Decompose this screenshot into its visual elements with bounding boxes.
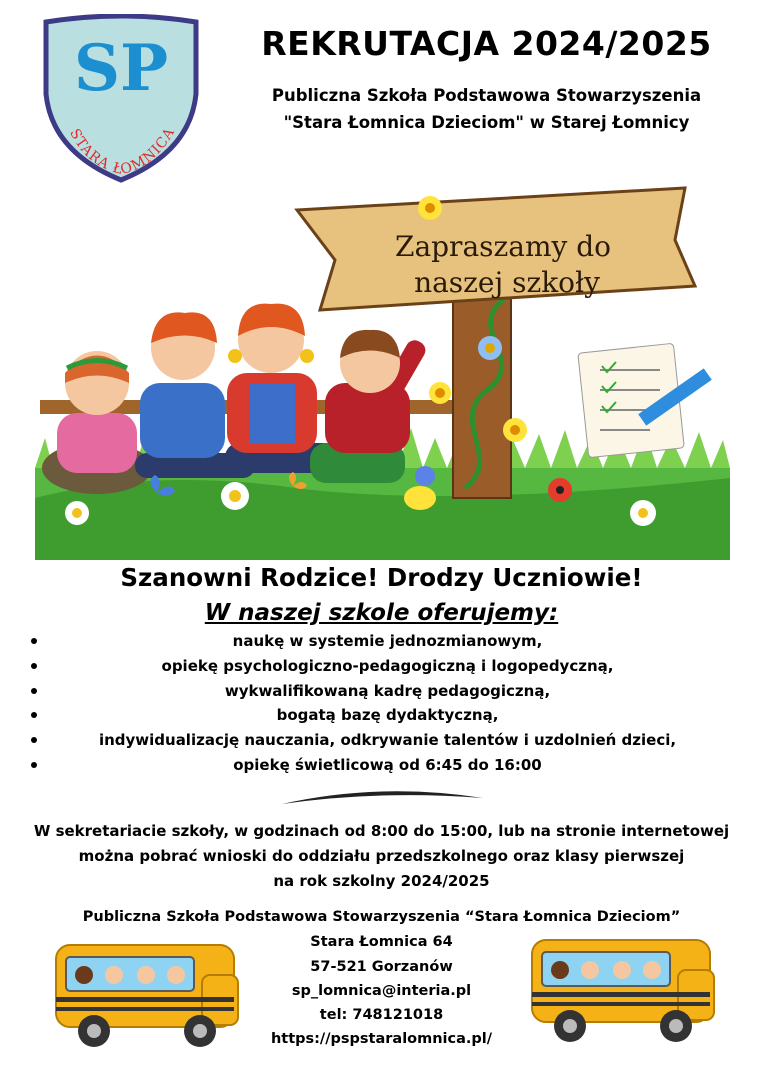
school-bus-left-icon (52, 935, 242, 1053)
list-item (0, 703, 763, 728)
offer-text: bogatą bazę dydaktyczną, (276, 706, 499, 725)
list-item (0, 679, 763, 704)
school-name-line2: "Stara Łomnica Dzieciom" w Starej Łomnicy (283, 113, 690, 132)
school-name-line1: Publiczna Szkoła Podstawowa Stowarzyszenia (271, 86, 702, 105)
logo-initials: SP (73, 31, 169, 106)
logo-arc-text: STARA ŁOMNICA (66, 124, 179, 179)
bullet-icon (31, 638, 37, 644)
contact-school-name: Publiczna Szkoła Podstawowa Stowarzyszenia “Stara Łomnica Dzieciom” (82, 909, 681, 925)
contact-website: https://pspstaralomnica.pl/ (270, 1031, 493, 1047)
decorative-divider (280, 786, 485, 808)
contact-email: sp_lomnica@interia.pl (291, 983, 472, 999)
contact-city: 57-521 Gorzanów (310, 959, 453, 975)
list-item (0, 629, 763, 654)
sign-text-line1: Zapraszamy do (394, 230, 612, 263)
bullet-icon (31, 712, 37, 718)
checklist-icon (578, 343, 712, 457)
greeting-heading: Szanowni Rodzice! Drodzy Uczniowie! (120, 563, 643, 592)
info-line1: W sekretariacie szkoły, w godzinach od 8:00 do 15:00, lub na stronie internetowej (33, 822, 730, 840)
page-title: REKRUTACJA 2024/2025 (261, 24, 712, 63)
bullet-icon (31, 762, 37, 768)
info-line3: na rok szkolny 2024/2025 (273, 872, 490, 890)
contact-phone: tel: 748121018 (319, 1007, 444, 1023)
bullet-icon (31, 688, 37, 694)
list-item (0, 753, 763, 778)
school-bus-right-icon (528, 930, 718, 1048)
offer-heading: W naszej szkole oferujemy: (204, 600, 559, 626)
sign-text-line2: naszej szkoły (414, 266, 600, 299)
child-girl-green-icon (42, 351, 152, 494)
list-item (0, 654, 763, 679)
offer-list (0, 629, 763, 778)
info-line2: można pobrać wnioski do oddziału przedszkolnego oraz klasy pierwszej (78, 847, 685, 865)
offer-text: indywidualizację nauczania, odkrywanie talentów i uzdolnień dzieci, (98, 731, 677, 750)
bullet-icon (31, 737, 37, 743)
signpost-pole-icon (453, 278, 511, 498)
contact-street: Stara Łomnica 64 (310, 934, 453, 950)
list-item (0, 728, 763, 753)
welcome-sign (297, 188, 695, 310)
children-group (42, 304, 429, 494)
offer-text: opiekę świetlicową od 6:45 do 16:00 (233, 755, 542, 774)
bullet-icon (31, 663, 37, 669)
school-logo (40, 14, 202, 186)
welcome-illustration (35, 168, 730, 560)
offer-text: opiekę psychologiczno-pedagogiczną i logopedyczną, (161, 656, 614, 675)
offer-text: wykwalifikowaną kadrę pedagogiczną, (224, 681, 551, 700)
offer-text: naukę w systemie jednozmianowym, (232, 632, 543, 650)
